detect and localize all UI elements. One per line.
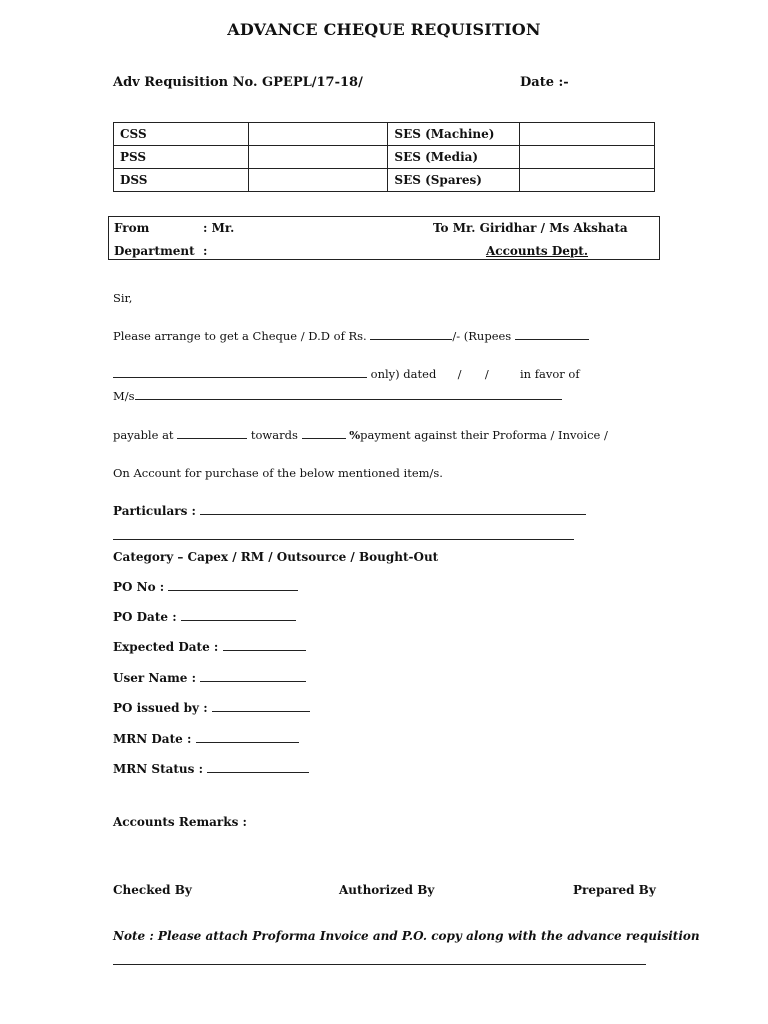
body-text: only) dated xyxy=(370,367,437,381)
body-text: Please arrange to get a Cheque / D.D of Rs. xyxy=(113,329,367,343)
table-cell: PSS xyxy=(114,146,249,169)
table-cell: SES (Machine) xyxy=(388,123,520,146)
po-no-blank[interactable] xyxy=(168,580,298,591)
accounts-dept: Accounts Dept. xyxy=(486,244,589,258)
body-text: towards xyxy=(250,428,298,442)
note-text: Note : Please attach Proforma Invoice and P.O. copy along with the advance requisition xyxy=(113,929,700,943)
po-no-field xyxy=(113,580,298,594)
table-row xyxy=(114,123,655,146)
field-label: PO No : xyxy=(113,580,165,594)
percent-blank[interactable] xyxy=(302,428,346,439)
table-cell: SES (Media) xyxy=(388,146,520,169)
body-text: / xyxy=(457,367,462,381)
particulars-line-2 xyxy=(113,529,574,543)
field-label: PO Date : xyxy=(113,610,177,624)
salutation: Sir, xyxy=(113,291,133,305)
body-line-2 xyxy=(113,367,580,381)
user-name-field xyxy=(113,671,306,685)
body-line-5: On Account for purchase of the below mentioned item/s. xyxy=(113,466,443,480)
amount-blank[interactable] xyxy=(370,329,452,340)
payee-blank[interactable] xyxy=(135,389,562,400)
table-cell: DSS xyxy=(114,169,249,192)
ses-table xyxy=(113,122,655,192)
po-issued-by-field xyxy=(113,701,310,715)
mrn-status-blank[interactable] xyxy=(207,762,309,773)
department-value: : xyxy=(203,244,208,258)
table-cell: SES (Spares) xyxy=(388,169,520,192)
table-cell: CSS xyxy=(114,123,249,146)
table-cell-input[interactable] xyxy=(520,146,655,169)
accounts-remarks-label: Accounts Remarks : xyxy=(113,815,247,829)
body-text: payment against their Proforma / Invoice / xyxy=(360,428,608,442)
particulars-blank-2[interactable] xyxy=(113,529,574,540)
table-cell-input[interactable] xyxy=(248,169,388,192)
field-label: User Name : xyxy=(113,671,197,685)
table-row xyxy=(114,146,655,169)
body-text: payable at xyxy=(113,428,174,442)
expected-date-blank[interactable] xyxy=(223,640,306,651)
field-label: MRN Status : xyxy=(113,762,204,776)
particulars-field xyxy=(113,504,586,518)
authorized-by-label: Authorized By xyxy=(339,883,435,897)
table-row xyxy=(114,169,655,192)
body-text: / xyxy=(484,367,489,381)
po-date-field xyxy=(113,610,296,624)
rupees-blank[interactable] xyxy=(515,329,589,340)
mrn-date-blank[interactable] xyxy=(196,732,299,743)
user-name-blank[interactable] xyxy=(200,671,306,682)
table-cell-input[interactable] xyxy=(520,169,655,192)
category-label: Category – Capex / RM / Outsource / Bought-Out xyxy=(113,550,439,564)
to-label: To Mr. Giridhar / Ms Akshata xyxy=(433,221,628,235)
field-label: Particulars : xyxy=(113,504,196,518)
rupees-words-blank[interactable] xyxy=(113,367,367,378)
body-text: % xyxy=(349,428,361,442)
body-line-4 xyxy=(113,428,608,442)
field-label: Expected Date : xyxy=(113,640,219,654)
page-title: ADVANCE CHEQUE REQUISITION xyxy=(227,20,541,39)
body-line-1 xyxy=(113,329,589,343)
po-date-blank[interactable] xyxy=(181,610,296,621)
requisition-number-label: Adv Requisition No. GPEPL/17-18/ xyxy=(113,75,363,90)
prepared-by-label: Prepared By xyxy=(573,883,656,897)
body-text: M/s xyxy=(113,389,135,403)
field-label: PO issued by : xyxy=(113,701,208,715)
payable-at-blank[interactable] xyxy=(177,428,247,439)
table-cell-input[interactable] xyxy=(520,123,655,146)
mrn-status-field xyxy=(113,762,309,776)
from-value: : Mr. xyxy=(203,221,235,235)
particulars-blank[interactable] xyxy=(200,504,586,515)
date-label: Date :- xyxy=(520,75,569,90)
body-text: in favor of xyxy=(520,367,580,381)
department-label: Department xyxy=(114,244,195,258)
table-cell-input[interactable] xyxy=(248,123,388,146)
checked-by-label: Checked By xyxy=(113,883,192,897)
body-line-3 xyxy=(113,389,562,403)
mrn-date-field xyxy=(113,732,299,746)
po-issued-by-blank[interactable] xyxy=(212,701,310,712)
table-cell-input[interactable] xyxy=(248,146,388,169)
expected-date-field xyxy=(113,640,306,654)
bottom-rule xyxy=(113,964,646,965)
from-label: From xyxy=(114,221,150,235)
field-label: MRN Date : xyxy=(113,732,192,746)
body-text: /- (Rupees xyxy=(452,329,512,343)
